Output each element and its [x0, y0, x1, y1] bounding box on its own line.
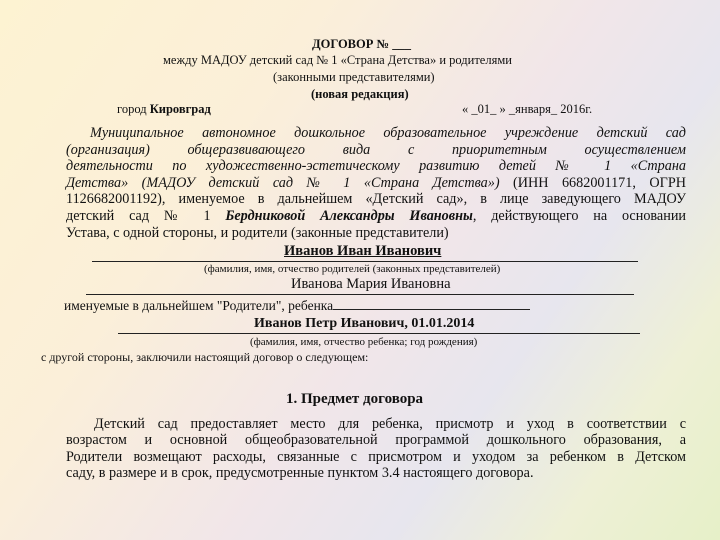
city-line	[117, 102, 211, 117]
parent2-name: Иванова Мария Ивановна	[291, 276, 451, 292]
child-name: Иванов Петр Иванович, 01.01.2014	[254, 316, 475, 331]
parent1-field	[92, 244, 638, 262]
director-name: Бердниковой Александры Ивановны	[225, 207, 473, 224]
parent-caption: (фамилия, имя, отчество родителей (законных представителей)	[204, 263, 501, 275]
intro-line-4: Детства» (МАДОУ детский сад № 1 «Страна Детства») (ИНН 6682001171, ОГРН	[66, 174, 686, 191]
child-field	[118, 318, 640, 334]
intro-line-3: деятельности по художественно-эстетическому развитию детей № 1 «Страна	[66, 158, 686, 175]
contract-title: ДОГОВОР № ___	[312, 37, 411, 51]
contract-date: « _01_ » _января_ 2016г.	[462, 102, 593, 116]
contract-parties-line: между МАДОУ детский сад № 1 «Страна Детства» и родителями	[163, 53, 512, 67]
other-side-line: с другой стороны, заключили настоящий договор о следующем:	[41, 350, 369, 364]
city-name: Кировград	[149, 102, 211, 116]
section1-line-4: саду, в размере и в срок, предусмотренные пунктом 3.4 настоящего договора.	[66, 465, 534, 482]
intro-paragraph	[66, 125, 686, 241]
section1-line-2: возрастом и основной общеобразовательной программой дошкольного образования, а	[66, 432, 686, 449]
intro-line-7: Устава, с одной стороны, и родители (законные представители)	[66, 224, 449, 241]
contract-representatives-line: (законными представителями)	[273, 70, 435, 84]
child-caption: (фамилия, имя, отчество ребенка; год рождения)	[250, 336, 478, 348]
intro-line-2: (организация) общеразвивающего вида с приоритетным осуществлением	[66, 141, 686, 158]
intro-line-1: Муниципальное автономное дошкольное образовательное учреждение детский сад	[90, 125, 686, 141]
intro-line-5: 1126682001192), именуемое в дальнейшем «Детский сад», в лице заведующего МАДОУ	[66, 191, 686, 208]
section1-paragraph	[66, 416, 686, 482]
section1-line-3: Родители возмещают расходы, связанные с присмотром и уходом за ребенком в Детском	[66, 448, 686, 465]
section1-line-1: Детский сад предоставляет место для ребенка, присмотр и уход в соответствии с	[94, 416, 686, 432]
child-blank-line	[333, 296, 530, 310]
parent1-name: Иванов Иван Иванович	[284, 243, 442, 259]
named-as-line: именуемые в дальнейшем "Родители", ребенка	[64, 296, 530, 314]
intro-line-6: детский сад № 1 Бердниковой Александры Ивановны, действующего на основании	[66, 207, 686, 224]
city-label: город	[117, 102, 147, 116]
contract-edition: (новая редакция)	[311, 87, 409, 101]
parent2-field	[86, 277, 634, 295]
section-heading: 1. Предмет договора	[286, 391, 424, 407]
